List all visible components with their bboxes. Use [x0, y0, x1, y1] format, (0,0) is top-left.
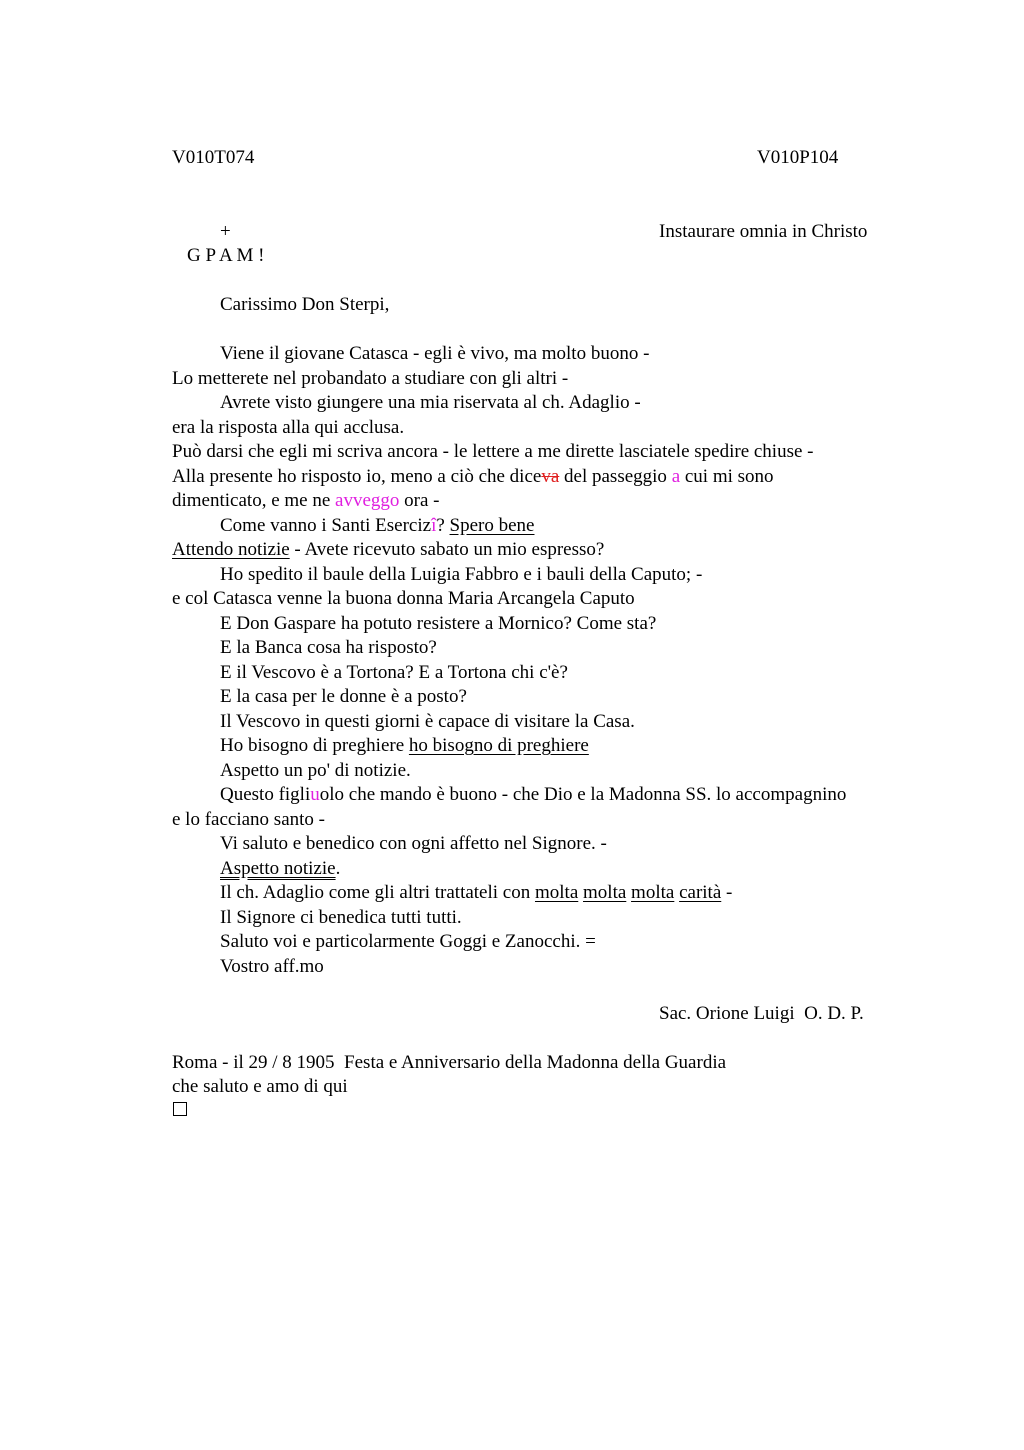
- body-text: Viene il giovane Catasca - egli è vivo, ma molto buono -: [220, 343, 650, 364]
- body-line: [172, 783, 932, 808]
- document-code-right: V010P104: [757, 147, 839, 168]
- body-text: Aspetto un po' di notizie.: [220, 759, 411, 781]
- body-line: [172, 391, 932, 416]
- body-text: cui mi sono: [680, 465, 774, 487]
- body-line: [172, 930, 932, 955]
- body-text: Come vanno i Santi Eserciz: [220, 514, 432, 536]
- body-text: Avrete visto giungere una mia riservata al ch. Adaglio -: [220, 392, 641, 413]
- body-line: [172, 636, 932, 661]
- inserted-text: avveggo: [335, 490, 400, 511]
- date-line: Roma - il 29 / 8 1905 Festa e Anniversario della Madonna della Guardia: [172, 1052, 727, 1073]
- end-box-icon: [173, 1098, 187, 1123]
- body-text: Vi saluto e benedico con ogni affetto nel Signore. -: [220, 833, 607, 854]
- signature: Sac. Orione Luigi O. D. P.: [659, 1003, 864, 1024]
- body-line: [172, 367, 932, 392]
- body-text: del passeggio: [559, 465, 672, 487]
- body-text: Ho bisogno di preghiere: [220, 735, 409, 756]
- body-text: ?: [436, 514, 450, 536]
- deleted-text: va: [541, 465, 560, 487]
- underlined-text: molta: [631, 882, 675, 903]
- body-line: [172, 759, 932, 784]
- body-line: [172, 538, 932, 563]
- salutation: Carissimo Don Sterpi,: [220, 294, 390, 315]
- body-text: era la risposta alla qui acclusa.: [172, 416, 405, 438]
- body-line: [172, 710, 932, 735]
- body-line: [172, 857, 932, 882]
- body-line: [172, 685, 932, 710]
- underlined-text: Attendo notizie: [172, 539, 290, 560]
- body-text: -: [721, 882, 733, 903]
- body-text: Il Signore ci benedica tutti tutti.: [220, 906, 462, 928]
- body-text: Lo metterete nel probandato a studiare con gli altri -: [172, 367, 569, 389]
- inserted-text: a: [671, 465, 681, 487]
- body-line: [172, 563, 932, 588]
- underlined-text: ho bisogno di preghiere: [408, 735, 589, 756]
- body-text: Saluto voi e particolarmente Goggi e Zanocchi. =: [220, 931, 596, 952]
- body-text: dimenticato, e me ne: [172, 490, 336, 511]
- body-line: [172, 342, 932, 367]
- inserted-text: î: [431, 514, 437, 536]
- body-line: [172, 514, 932, 539]
- body-text: e lo facciano santo -: [172, 808, 325, 830]
- motto: Instaurare omnia in Christo: [659, 221, 868, 242]
- body-text: ora -: [399, 490, 440, 511]
- body-text: Vostro aff.mo: [220, 955, 324, 977]
- gpam-invocation: G P A M !: [187, 245, 265, 266]
- square-icon: [173, 1102, 187, 1116]
- body-line: [172, 465, 932, 490]
- body-line: [172, 808, 932, 833]
- body-text: Il Vescovo in questi giorni è capace di visitare la Casa.: [220, 710, 635, 732]
- body-line: [172, 587, 932, 612]
- cross-mark: +: [220, 221, 231, 242]
- body-line: [172, 881, 932, 906]
- underlined-text: molta: [534, 882, 579, 903]
- underlined-text: carità: [679, 882, 722, 903]
- body-text: E Don Gaspare ha potuto resistere a Mornico? Come sta?: [220, 612, 657, 634]
- document-code-left: V010T074: [172, 147, 255, 168]
- body-line: [172, 440, 932, 465]
- body-line: [172, 832, 932, 857]
- body-line: [172, 416, 932, 441]
- body-text: .: [335, 857, 341, 879]
- body-text: E il Vescovo è a Tortona? E a Tortona chi c'è?: [220, 661, 568, 683]
- body-text: Alla presente ho risposto io, meno a ciò che dice: [172, 465, 542, 487]
- body-text: Questo figli: [220, 784, 311, 805]
- body-text: E la casa per le donne è a posto?: [220, 686, 467, 707]
- underlined-text: molta: [583, 882, 627, 903]
- inserted-text: u: [310, 784, 320, 805]
- body-text: Il ch. Adaglio come gli altri trattateli con: [220, 882, 535, 903]
- body-line: [172, 906, 932, 931]
- body-line: [172, 661, 932, 686]
- body-line: [172, 955, 932, 980]
- body-text: Può darsi che egli mi scriva ancora - le lettere a me dirette lasciatele spedire chiuse -: [172, 441, 814, 462]
- letter-body: [172, 342, 932, 979]
- body-text: Ho spedito il baule della Luigia Fabbro e i bauli della Caputo; -: [220, 563, 703, 585]
- body-line: [172, 734, 932, 759]
- body-text: E la Banca cosa ha risposto?: [220, 637, 437, 658]
- body-line: [172, 612, 932, 637]
- body-text: e col Catasca venne la buona donna Maria Arcangela Caputo: [172, 588, 635, 609]
- closing-line: che saluto e amo di qui: [172, 1076, 348, 1097]
- body-text: olo che mando è buono - che Dio e la Madonna SS. lo accompagnino: [319, 784, 847, 805]
- double-underlined-text: Aspetto notizie: [220, 857, 336, 879]
- body-text: - Avete ricevuto sabato un mio espresso?: [289, 539, 605, 560]
- underlined-text: Spero bene: [449, 514, 535, 536]
- body-line: [172, 489, 932, 514]
